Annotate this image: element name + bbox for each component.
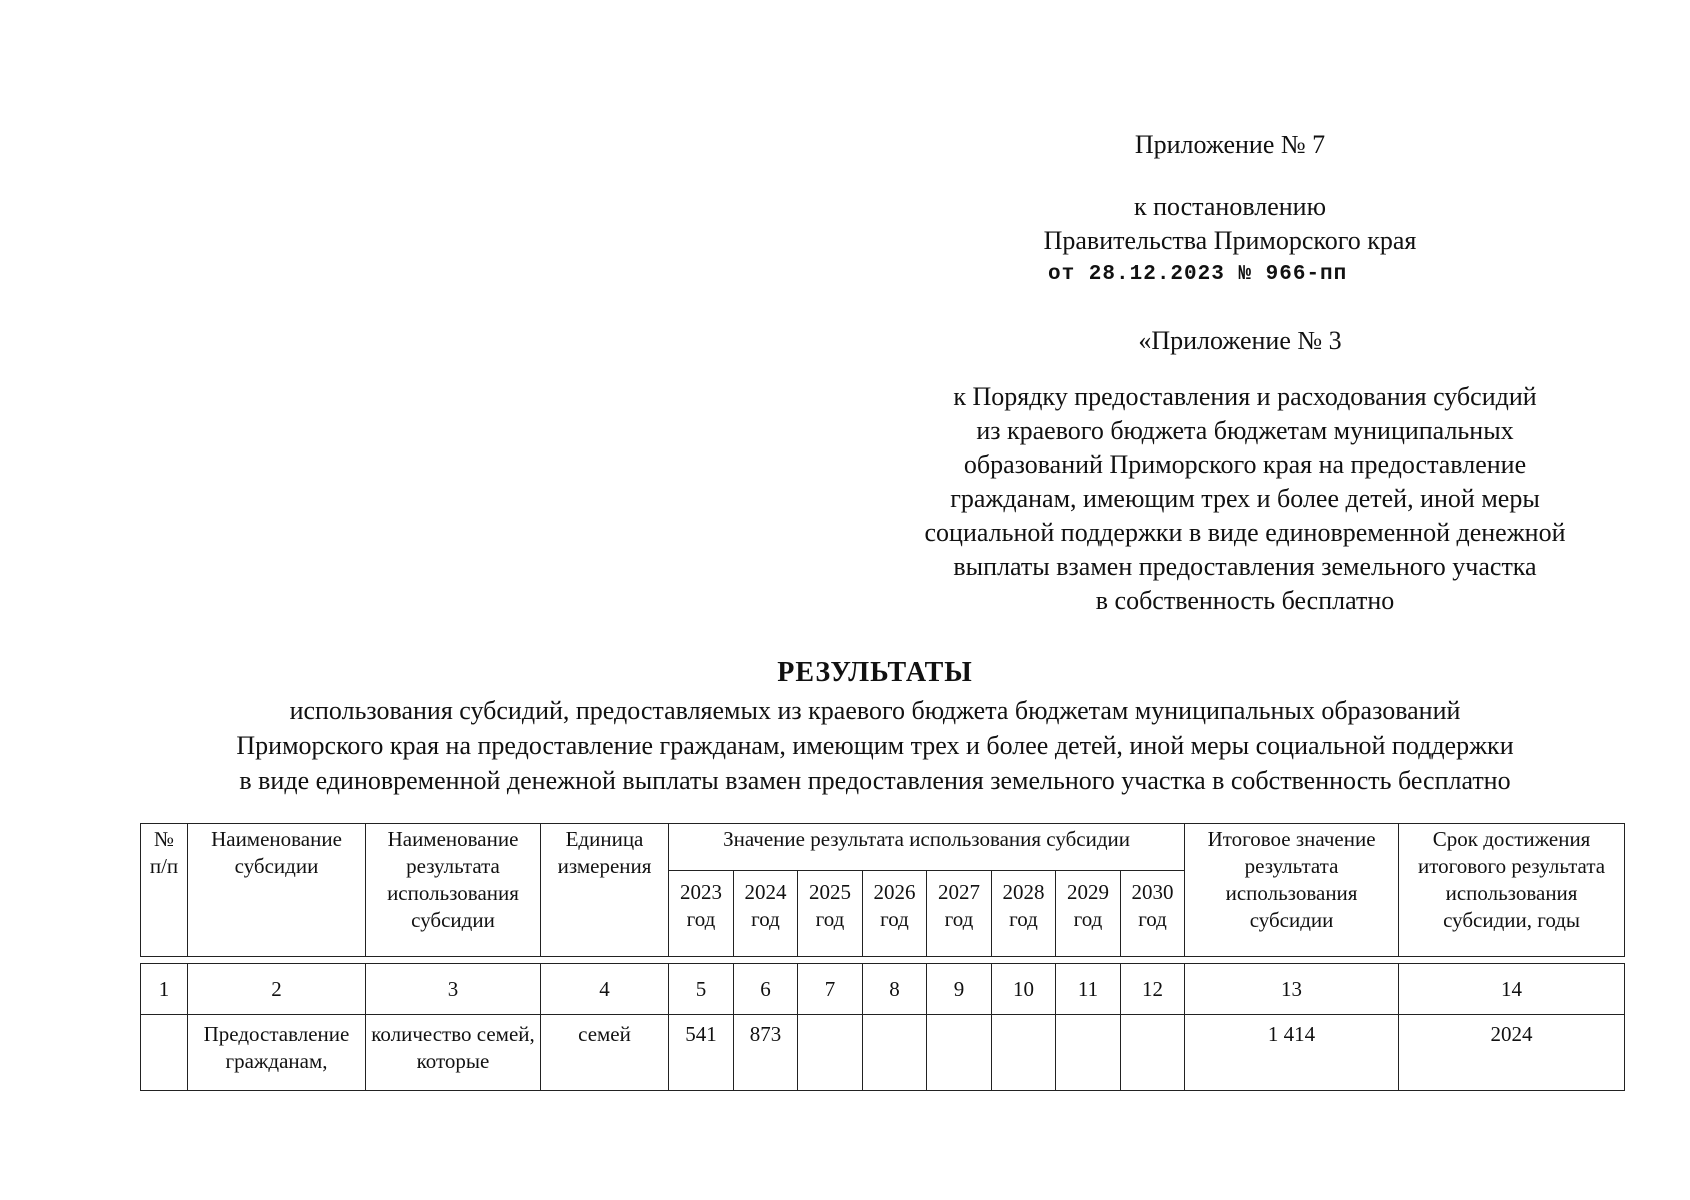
procedure-line: в собственность бесплатно — [1095, 586, 1395, 615]
subtitle-line: в виде единовременной денежной выплаты взамен предоставления земельного участка в собственность бесплатно — [239, 766, 1511, 795]
cell-value-2029 — [1056, 1015, 1121, 1091]
table-separator — [141, 957, 1625, 964]
year-value: 2029 — [1067, 880, 1109, 904]
header-year — [992, 871, 1056, 957]
header-unit: Единица измерения — [541, 824, 669, 957]
cell-value-2027 — [927, 1015, 992, 1091]
year-value: 2028 — [1002, 880, 1045, 904]
government-line: Правительства Приморского края — [1043, 226, 1417, 255]
procedure-line: социальной поддержки в виде единовременной денежной — [924, 518, 1566, 547]
subtitle-line: Приморского края на предоставление гражданам, имеющим трех и более детей, иной меры социальной поддержки — [236, 731, 1514, 760]
header-year — [798, 871, 863, 957]
cell-value-2030 — [1121, 1015, 1185, 1091]
cell-value-2023: 541 — [669, 1015, 734, 1091]
header-result-name: Наименование результата использования субсидии — [366, 824, 541, 957]
to-resolution-line: к постановлению — [1133, 192, 1327, 221]
quoted-appendix-title: «Приложение № 3 — [1138, 326, 1342, 355]
resolution-block — [1000, 190, 1460, 292]
year-value: 2027 — [938, 880, 980, 904]
year-suffix: год — [880, 907, 909, 931]
year-value: 2024 — [744, 880, 787, 904]
resolution-date-number: от 28.12.2023 № 966-пп — [1048, 263, 1348, 286]
year-value: 2025 — [809, 880, 851, 904]
column-number: 10 — [992, 964, 1056, 1015]
column-number: 2 — [188, 964, 366, 1015]
procedure-description — [880, 380, 1610, 618]
column-number: 12 — [1121, 964, 1185, 1015]
column-number: 5 — [669, 964, 734, 1015]
header-deadline: Срок достижения итогового результата использования субсидии, годы — [1399, 824, 1625, 957]
cell-subsidy-name: Предоставление гражданам, — [188, 1015, 366, 1091]
cell-value-2028 — [992, 1015, 1056, 1091]
procedure-line: к Порядку предоставления и расходования субсидий — [953, 382, 1537, 411]
column-number: 7 — [798, 964, 863, 1015]
column-number: 13 — [1185, 964, 1399, 1015]
year-suffix: год — [1138, 907, 1167, 931]
cell-unit: семей — [541, 1015, 669, 1091]
procedure-line: гражданам, имеющим трех и более детей, иной меры — [950, 484, 1540, 513]
document-subtitle — [0, 693, 1690, 798]
column-number: 4 — [541, 964, 669, 1015]
column-number: 9 — [927, 964, 992, 1015]
year-value: 2023 — [680, 880, 722, 904]
header-year — [1056, 871, 1121, 957]
year-suffix: год — [751, 907, 780, 931]
cell-no — [141, 1015, 188, 1091]
year-value: 2026 — [873, 880, 916, 904]
procedure-line: из краевого бюджета бюджетам муниципальных — [976, 416, 1514, 445]
cell-total: 1 414 — [1185, 1015, 1399, 1091]
column-number: 3 — [366, 964, 541, 1015]
column-number: 1 — [141, 964, 188, 1015]
year-value: 2030 — [1131, 880, 1174, 904]
year-suffix: год — [815, 907, 845, 931]
column-number-row — [141, 964, 1625, 1015]
column-number: 14 — [1399, 964, 1625, 1015]
subtitle-line: использования субсидий, предоставляемых из краевого бюджета бюджетам муниципальных образований — [289, 696, 1461, 725]
year-suffix: год — [686, 907, 716, 931]
cell-value-2026 — [863, 1015, 927, 1091]
header-no: № п/п — [141, 824, 188, 957]
header-year — [927, 871, 992, 957]
header-subsidy-name: Наименование субсидии — [188, 824, 366, 957]
results-table — [140, 823, 1625, 1091]
column-number: 11 — [1056, 964, 1121, 1015]
cell-value-2025 — [798, 1015, 863, 1091]
procedure-line: образований Приморского края на предоставление — [963, 450, 1527, 479]
header-year — [669, 871, 734, 957]
year-suffix: год — [1073, 907, 1103, 931]
year-suffix: год — [1009, 907, 1038, 931]
document-title: РЕЗУЛЬТАТЫ — [777, 657, 973, 688]
procedure-line: выплаты взамен предоставления земельного участка — [953, 552, 1537, 581]
appendix-title: Приложение № 7 — [1134, 130, 1326, 159]
header-values-group: Значение результата использования субсидии — [669, 824, 1185, 871]
header-year — [1121, 871, 1185, 957]
column-number: 6 — [734, 964, 798, 1015]
header-total: Итоговое значение результата использования субсидии — [1185, 824, 1399, 957]
cell-result-name: количество семей, которые — [366, 1015, 541, 1091]
cell-value-2024: 873 — [734, 1015, 798, 1091]
year-suffix: год — [944, 907, 974, 931]
column-number: 8 — [863, 964, 927, 1015]
header-year — [734, 871, 798, 957]
cell-deadline: 2024 — [1399, 1015, 1625, 1091]
header-year — [863, 871, 927, 957]
table-row — [141, 1015, 1625, 1091]
